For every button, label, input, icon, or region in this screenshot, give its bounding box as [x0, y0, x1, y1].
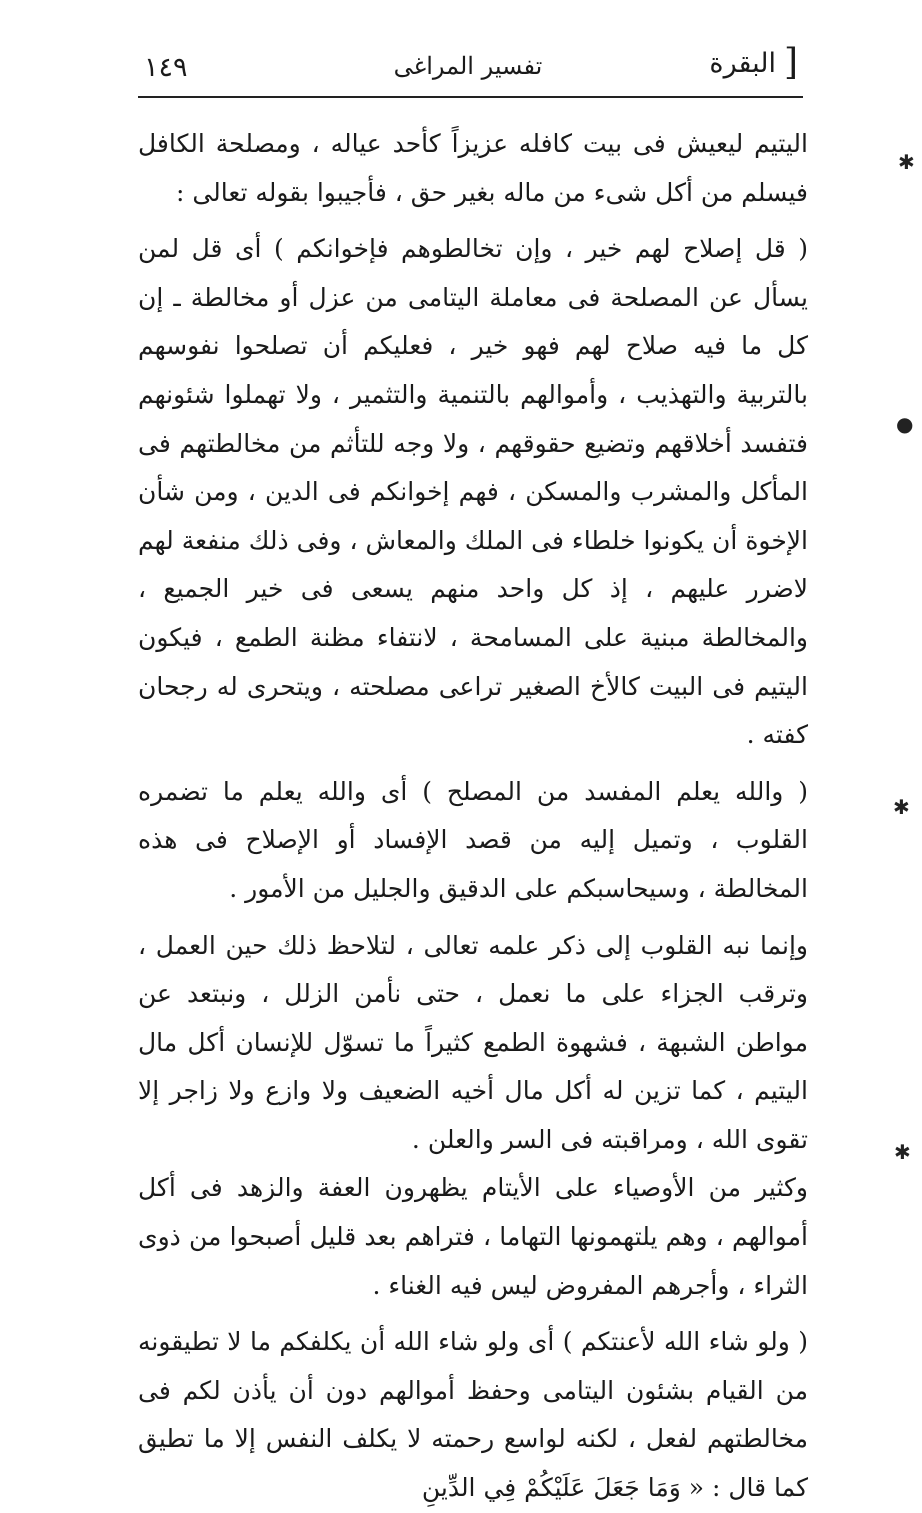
scan-speck: ✱ — [894, 1140, 911, 1164]
header-rule — [138, 96, 803, 98]
page-header — [138, 38, 798, 96]
book-title: تفسير المراغى — [393, 52, 543, 80]
paragraph-2: ( قل إصلاح لهم خير ، وإن تخالطوهم فإخوانكم ) أى قل لمن يسأل عن المصلحة فى معاملة اليتامى من عزل أو مخالطة ـ إن كل ما فيه صلاح لهم فهو خير ، فعليكم أن تصلحوا نفوسهم بالتربية والتهذيب ، وأموالهم بالتنمية والتثمير ، ولا تهملوا شئونهم فتفسد أخلاقهم وتضيع حقوقهم ، ولا وجه للتأثم من مخالطتهم فى المأكل والمشرب والمسكن ، فهم إخوانكم فى الدين ، ومن شأن الإخوة أن يكونوا خلطاء فى الملك والمعاش ، وفى ذلك منفعة لهم لاضرر عليهم ، إذ كل واحد منهم يسعى فى خير الجميع ، والمخالطة مبنية على المسامحة ، لانتفاء مظنة الطمع ، فيكون اليتيم فى البيت كالأخ الصغير تراعى مصلحته ، ويتحرى له رجحان كفته . — [138, 234, 808, 750]
scan-speck: ✱ — [893, 795, 910, 819]
header-bracket: ] — [783, 42, 798, 83]
page-body — [138, 120, 808, 1513]
scan-speck: ✱ — [898, 150, 915, 174]
surah-name: البقرة — [709, 48, 776, 79]
paragraph-1: اليتيم ليعيش فى بيت كافله عزيزاً كأحد عياله ، ومصلحة الكافل فيسلم من أكل شىء من ماله بغير حق ، فأجيبوا بقوله تعالى : — [138, 129, 808, 207]
page-number: ١٤٩ — [144, 52, 188, 83]
paragraph-6: ( ولو شاء الله لأعنتكم ) أى ولو شاء الله أن يكلفكم ما لا تطيقونه من القيام بشئون اليتامى وحفظ أموالهم دون أن يأذن لكم فى مخالطتهم لفعل ، لكنه لواسع رحمته لا يكلف النفس إلا ما تطيق كما قال : « وَمَا جَعَلَ عَلَيْكُمْ فِي الدِّينِ — [138, 1327, 808, 1503]
scan-speck: ● — [896, 412, 914, 436]
paragraph-4: وإنما نبه القلوب إلى ذكر علمه تعالى ، لتلاحظ ذلك حين العمل ، وترقب الجزاء على ما نعمل ، حتى نأمن الزلل ، ونبتعد عن مواطن الشبهة ، فشهوة الطمع كثيراً ما تسوّل للإنسان أكل مال اليتيم ، كما تزين له أكل مال أخيه الضعيف ولا وازع ولا زاجر إلا تقوى الله ، ومراقبته فى السر والعلن . — [138, 930, 808, 1154]
paragraph-5: وكثير من الأوصياء على الأيتام يظهرون العفة والزهد فى أكل أموالهم ، وهم يلتهمونها التهاما ، فتراهم بعد قليل أصبحوا من ذوى الثراء ، وأجرهم المفروض ليس فيه الغناء . — [138, 1173, 808, 1300]
paragraph-3: ( والله يعلم المفسد من المصلح ) أى والله يعلم ما تضمره القلوب ، وتميل إليه من قصد الإفساد أو الإصلاح فى هذه المخالطة ، وسيحاسبكم على الدقيق والجليل من الأمور . — [138, 776, 808, 903]
